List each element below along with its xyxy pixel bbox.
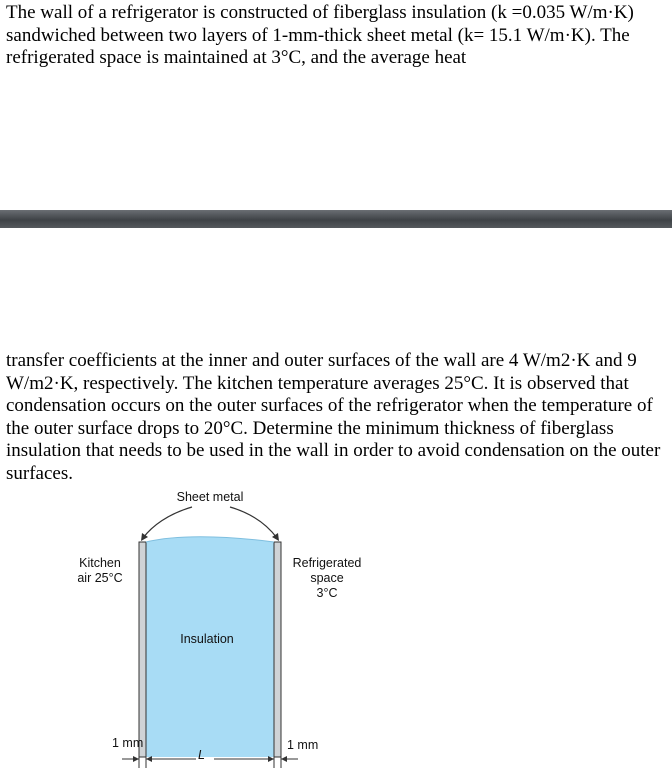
- kitchen-label-line-2: air 25°C: [77, 571, 123, 585]
- refrig-label-line-3: 3°C: [316, 586, 338, 600]
- wall-diagram-svg: [0, 486, 672, 783]
- dim-right-1mm-head: [281, 756, 287, 762]
- arrowhead-left: [141, 533, 148, 541]
- problem-text-part-1: The wall of a refrigerator is constructed of fiberglass insulation (k =0.035 W/m·K) sandwiched between two layers of 1-mm-thick sheet metal (k= 15.1 W/m·K). The refrigerated space is maintained at 3°C, and the average heat: [6, 2, 634, 69]
- sheet-metal-right: [274, 542, 281, 757]
- kitchen-air-label: [58, 556, 142, 586]
- page-divider-bar: [0, 210, 672, 228]
- arrowhead-right: [272, 533, 279, 541]
- insulation-thickness-label: L: [198, 748, 205, 762]
- kitchen-label-line-1: Kitchen: [79, 556, 121, 570]
- refrig-label-line-1: Refrigerated: [292, 556, 362, 570]
- insulation-label: Insulation: [180, 632, 234, 646]
- wall-cross-section-figure: [0, 486, 672, 783]
- sheet-metal-pointer-left: [143, 507, 192, 538]
- thickness-right-label: 1 mm: [287, 738, 319, 752]
- sheet-metal-label: Sheet metal: [176, 490, 244, 504]
- sheet-metal-pointer-right: [230, 507, 277, 538]
- thickness-left-label: 1 mm: [112, 736, 144, 750]
- dim-left-1mm-head: [133, 756, 139, 762]
- refrigerated-space-label: [282, 556, 372, 601]
- problem-text-part-2: transfer coefficients at the inner and outer surfaces of the wall are 4 W/m2·K and 9 W/m2·K, respectively. The kitchen temperature averages 25°C. It is observed that condensation occurs on the outer surfaces of the refrigerator when the temperature of the outer surface drops to 20°C. Determine the minimum thickness of fiberglass insulation that needs to be used in the wall in order to avoid condensation on the outer surfaces.: [6, 350, 661, 484]
- refrig-label-line-2: space: [310, 571, 344, 585]
